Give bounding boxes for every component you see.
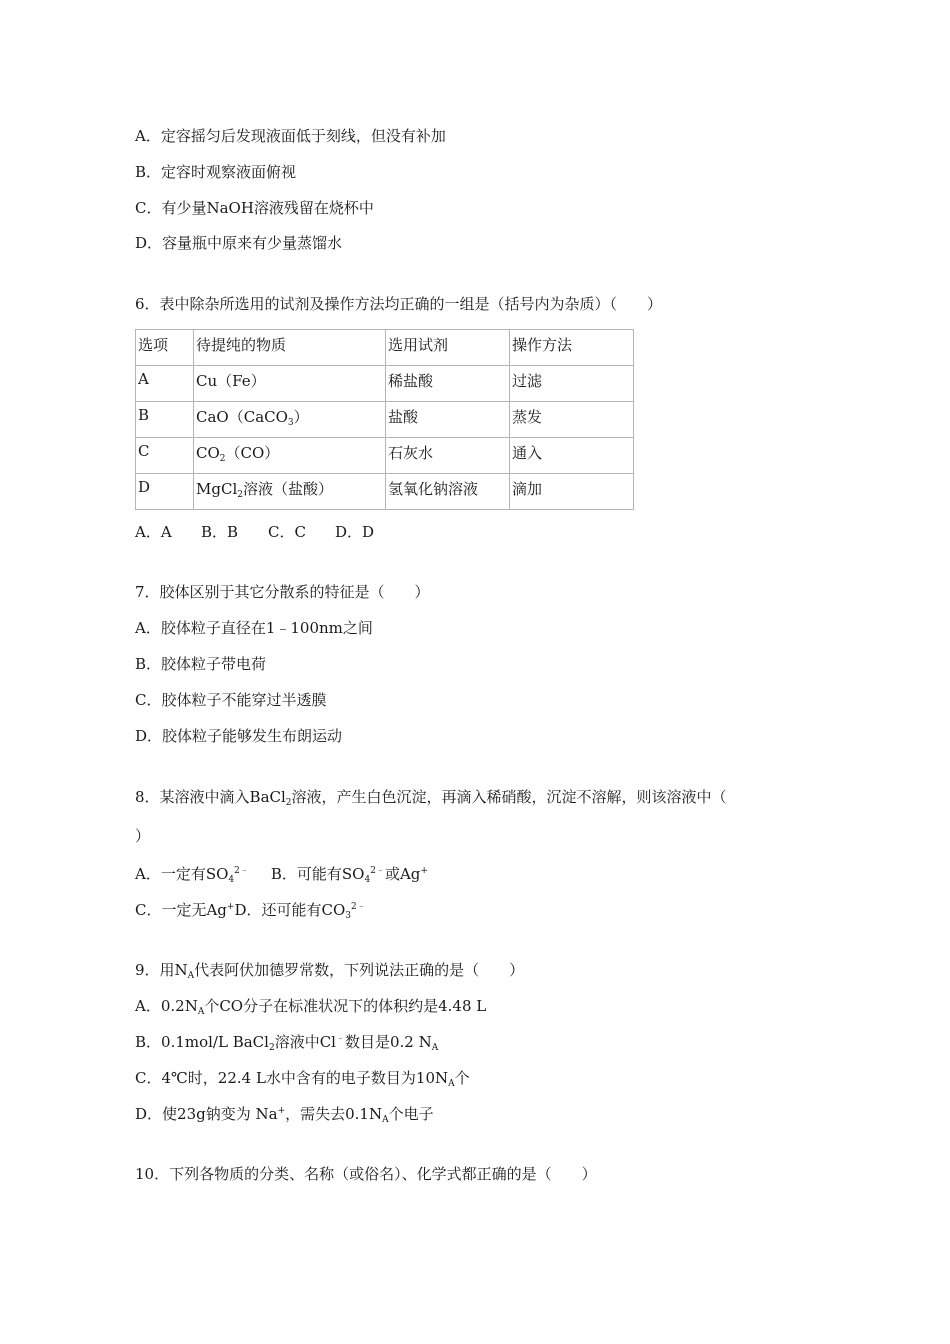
q9-option-d: D．使23g钠变为 Na+，需失去$0.1N_A$个电子 bbox=[135, 1105, 434, 1125]
table-cell-method: 蒸发 bbox=[510, 402, 634, 438]
q6-answer-a: A．A bbox=[135, 523, 172, 541]
table-row bbox=[136, 474, 634, 510]
q8-options-ab bbox=[135, 864, 428, 884]
q6-answer-c: C．C bbox=[268, 523, 306, 541]
q9-option-c: C．4℃时，22.4 L水中含有的电子数目为$10N_A$个 bbox=[135, 1069, 470, 1089]
table-cell-option: C bbox=[136, 438, 194, 474]
table-cell-reagent: 氢氧化钠溶液 bbox=[386, 474, 510, 510]
table-cell-substance: MgCl$_2$溶液（盐酸） bbox=[194, 474, 386, 510]
q9-option-b: B．0.1mol/L BaCl$_2$溶液中Cl﹣数目是0.2 $N_A$ bbox=[135, 1033, 439, 1053]
q8-option-b: B．可能有$SO_4^{2﹣}$或Ag+ bbox=[270, 865, 428, 885]
q5-option-b: B．定容时观察液面俯视 bbox=[135, 163, 297, 181]
table-cell-option: B bbox=[136, 402, 194, 438]
q8-option-d: D．还可能有$CO_3^{2﹣}$ bbox=[234, 901, 366, 921]
table-header-cell: 选项 bbox=[136, 330, 194, 366]
q5-option-c: C．有少量NaOH溶液残留在烧杯中 bbox=[135, 199, 374, 217]
table-row bbox=[136, 402, 634, 438]
q6-table bbox=[135, 329, 634, 510]
q7-option-a: A．胶体粒子直径在1﹣100nm之间 bbox=[135, 619, 373, 637]
q6-question: 6．表中除杂所选用的试剂及操作方法均正确的一组是（括号内为杂质）（ ） bbox=[135, 295, 663, 313]
table-cell-method: 通入 bbox=[510, 438, 634, 474]
q7-option-b: B．胶体粒子带电荷 bbox=[135, 655, 267, 673]
q7-option-c: C．胶体粒子不能穿过半透膜 bbox=[135, 691, 327, 709]
table-row bbox=[136, 366, 634, 402]
q7-option-d: D．胶体粒子能够发生布朗运动 bbox=[135, 727, 343, 745]
q9-question: 9．用$N_A$代表阿伏加德罗常数，下列说法正确的是（ ） bbox=[135, 961, 525, 981]
q8-question-close: ） bbox=[135, 827, 151, 845]
table-cell-substance: Cu（Fe） bbox=[194, 366, 386, 402]
table-cell-reagent: 石灰水 bbox=[386, 438, 510, 474]
q8-question: 8．某溶液中滴入BaCl$_2$溶液，产生白色沉淀，再滴入稀硝酸，沉淀不溶解，则该溶液中（ bbox=[135, 788, 727, 808]
q6-answer-options bbox=[135, 522, 374, 542]
table-header-cell: 待提纯的物质 bbox=[194, 330, 386, 366]
q8-option-a: A．一定有$SO_4^{2﹣}$ bbox=[135, 865, 249, 885]
q6-answer-b: B．B bbox=[201, 523, 239, 541]
table-cell-method: 滴加 bbox=[510, 474, 634, 510]
table-cell-option: D bbox=[136, 474, 194, 510]
table-header-cell: 选用试剂 bbox=[386, 330, 510, 366]
table-cell-reagent: 盐酸 bbox=[386, 402, 510, 438]
table-header-row bbox=[136, 330, 634, 366]
q6-answer-d: D．D bbox=[335, 523, 375, 541]
q8-option-c: C．一定无Ag+ bbox=[135, 901, 235, 919]
q5-option-a: A．定容摇匀后发现液面低于刻线，但没有补加 bbox=[135, 127, 446, 145]
q9-option-a: A．$0.2N_A$个CO分子在标准状况下的体积约是4.48 L bbox=[135, 997, 487, 1017]
table-cell-substance: $CO_2(CO)$ bbox=[194, 438, 386, 474]
q5-option-d: D．容量瓶中原来有少量蒸馏水 bbox=[135, 234, 343, 252]
table-cell-method: 过滤 bbox=[510, 366, 634, 402]
table-cell-reagent: 稀盐酸 bbox=[386, 366, 510, 402]
q8-options-cd bbox=[135, 900, 366, 920]
table-cell-option: A bbox=[136, 366, 194, 402]
q7-question: 7．胶体区别于其它分散系的特征是（ ） bbox=[135, 583, 430, 601]
table-header-cell: 操作方法 bbox=[510, 330, 634, 366]
table-cell-substance: CaO（CaCO$_3$） bbox=[194, 402, 386, 438]
table-row bbox=[136, 438, 634, 474]
q10-question: 10．下列各物质的分类、名称（或俗名）、化学式都正确的是（ ） bbox=[135, 1165, 597, 1183]
